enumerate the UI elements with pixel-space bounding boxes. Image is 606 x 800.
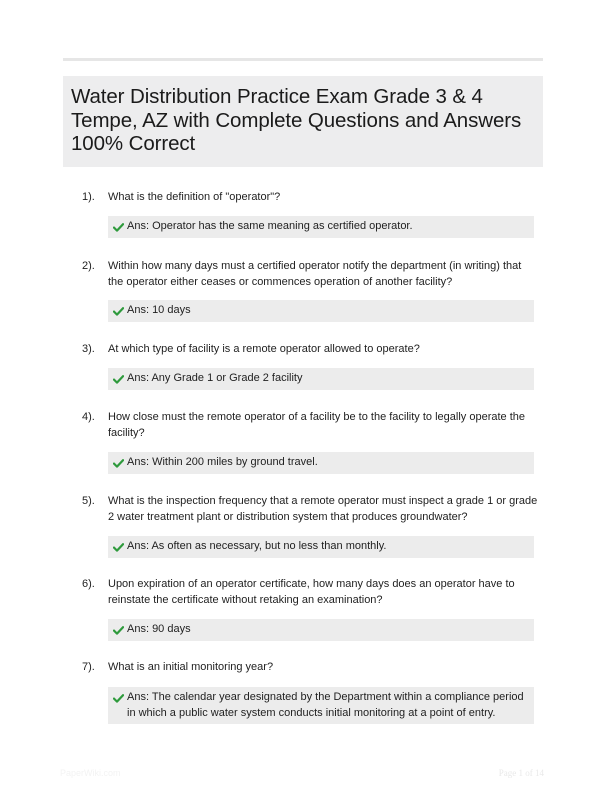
answer-box [108, 300, 534, 322]
answer-text: Ans: Any Grade 1 or Grade 2 facility [127, 372, 303, 384]
answer-text: Ans: Within 200 miles by ground travel. [127, 456, 318, 468]
answer-box [108, 536, 534, 558]
answer-text: Ans: 90 days [127, 623, 191, 635]
question-text: Within how many days must a certified operator notify the department (in writing) that the operator either ceases or commences operation of another facility? [108, 260, 522, 288]
document-title: Water Distribution Practice Exam Grade 3 & 4 Tempe, AZ with Complete Questions and Answers 100% Correct [71, 85, 522, 155]
answer-text: Ans: Operator has the same meaning as certified operator. [127, 220, 413, 232]
answer-box [108, 687, 534, 724]
question-number: 2). [82, 260, 95, 272]
check-icon [113, 303, 125, 319]
check-icon [113, 690, 125, 706]
answer-box [108, 368, 534, 390]
answer-box [108, 452, 534, 474]
question-number: 3). [82, 343, 95, 355]
check-icon [113, 219, 125, 235]
answer-box [108, 216, 534, 238]
question-text: What is the definition of "operator"? [108, 191, 281, 203]
question-number: 4). [82, 411, 95, 423]
answer-text: Ans: As often as necessary, but no less than monthly. [127, 540, 387, 552]
question-text: At which type of facility is a remote operator allowed to operate? [108, 343, 420, 355]
check-icon [113, 455, 125, 471]
question-number: 7). [82, 661, 95, 673]
question-text: What is an initial monitoring year? [108, 661, 274, 673]
footer-watermark: PaperWiki.com [60, 768, 121, 778]
question-text: How close must the remote operator of a facility be to the facility to legally operate the facility? [108, 411, 525, 439]
check-icon [113, 622, 125, 638]
check-icon [113, 539, 125, 555]
question-text: Upon expiration of an operator certificate, how many days does an operator have to reinstate the certificate without retaking an examination? [108, 578, 515, 606]
answer-text: Ans: The calendar year designated by the Department within a compliance period in which a public water system conducts initial monitoring at a point of entry. [127, 691, 524, 719]
answer-text: Ans: 10 days [127, 304, 191, 316]
question-number: 1). [82, 191, 95, 203]
answer-box [108, 619, 534, 641]
page-number: Page 1 of 14 [498, 768, 544, 778]
question-number: 5). [82, 495, 95, 507]
question-text: What is the inspection frequency that a remote operator must inspect a grade 1 or grade 2 water treatment plant or distribution system that produces groundwater? [108, 495, 538, 523]
check-icon [113, 371, 125, 387]
question-number: 6). [82, 578, 95, 590]
